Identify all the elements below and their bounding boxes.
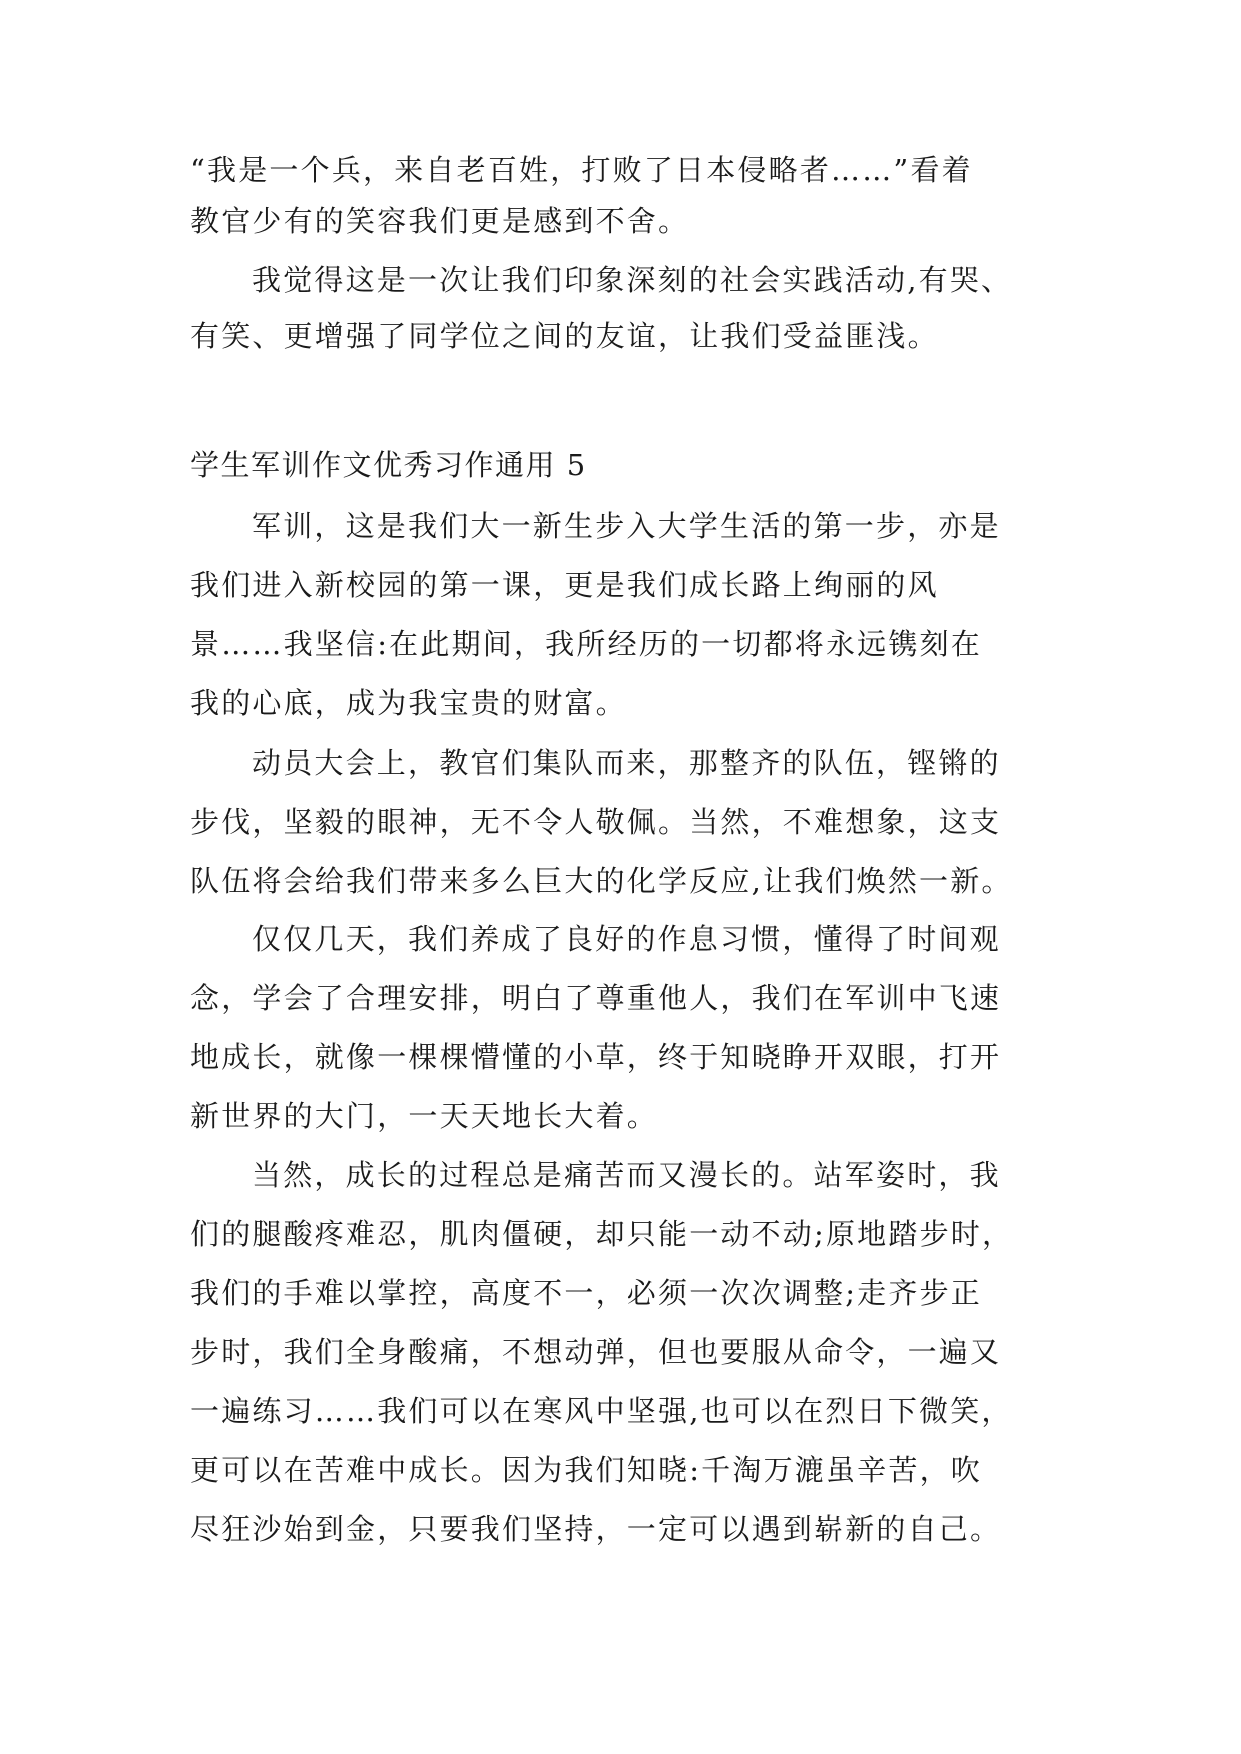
paragraph-line: “我是一个兵，来自老百姓，打败了日本侵略者……”看着 <box>190 153 973 187</box>
paragraph-line: 我们的手难以掌控，高度不一，必须一次次调整;走齐步正 <box>190 1276 982 1310</box>
paragraph-line: 我觉得这是一次让我们印象深刻的社会实践活动,有哭、 <box>252 263 1013 297</box>
paragraph-line: 尽狂沙始到金，只要我们坚持，一定可以遇到崭新的自己。 <box>190 1512 1002 1546</box>
paragraph-line: 队伍将会给我们带来多么巨大的化学反应,让我们焕然一新。 <box>190 864 1013 898</box>
paragraph-line: 地成长，就像一棵棵懵懂的小草，终于知晓睁开双眼，打开 <box>190 1040 1002 1074</box>
paragraph-line: 景……我坚信:在此期间，我所经历的一切都将永远镌刻在 <box>190 627 982 661</box>
paragraph-line: 们的腿酸疼难忍，肌肉僵硬，却只能一动不动;原地踏步时， <box>190 1217 1014 1251</box>
section-heading: 学生军训作文优秀习作通用 5 <box>190 448 587 482</box>
paragraph-line: 步时，我们全身酸痛，不想动弹，但也要服从命令，一遍又 <box>190 1335 1002 1369</box>
paragraph-line: 一遍练习……我们可以在寒风中坚强,也可以在烈日下微笑， <box>190 1394 1013 1428</box>
paragraph-line: 教官少有的笑容我们更是感到不舍。 <box>190 204 690 238</box>
paragraph-line: 军训，这是我们大一新生步入大学生活的第一步，亦是 <box>252 509 1001 543</box>
paragraph-line: 更可以在苦难中成长。因为我们知晓:千淘万漉虽辛苦，吹 <box>190 1453 982 1487</box>
paragraph-line: 当然，成长的过程总是痛苦而又漫长的。站军姿时，我 <box>252 1158 1001 1192</box>
paragraph-line: 新世界的大门，一天天地长大着。 <box>190 1099 659 1133</box>
paragraph-line: 我的心底，成为我宝贵的财富。 <box>190 686 627 720</box>
paragraph-line: 我们进入新校园的第一课，更是我们成长路上绚丽的风 <box>190 568 939 602</box>
paragraph-line: 念，学会了合理安排，明白了尊重他人，我们在军训中飞速 <box>190 981 1002 1015</box>
paragraph-line: 动员大会上，教官们集队而来，那整齐的队伍，铿锵的 <box>252 746 1001 780</box>
paragraph-line: 步伐，坚毅的眼神，无不令人敬佩。当然，不难想象，这支 <box>190 805 1002 839</box>
paragraph-line: 有笑、更增强了同学位之间的友谊，让我们受益匪浅。 <box>190 319 939 353</box>
paragraph-line: 仅仅几天，我们养成了良好的作息习惯，懂得了时间观 <box>252 922 1001 956</box>
